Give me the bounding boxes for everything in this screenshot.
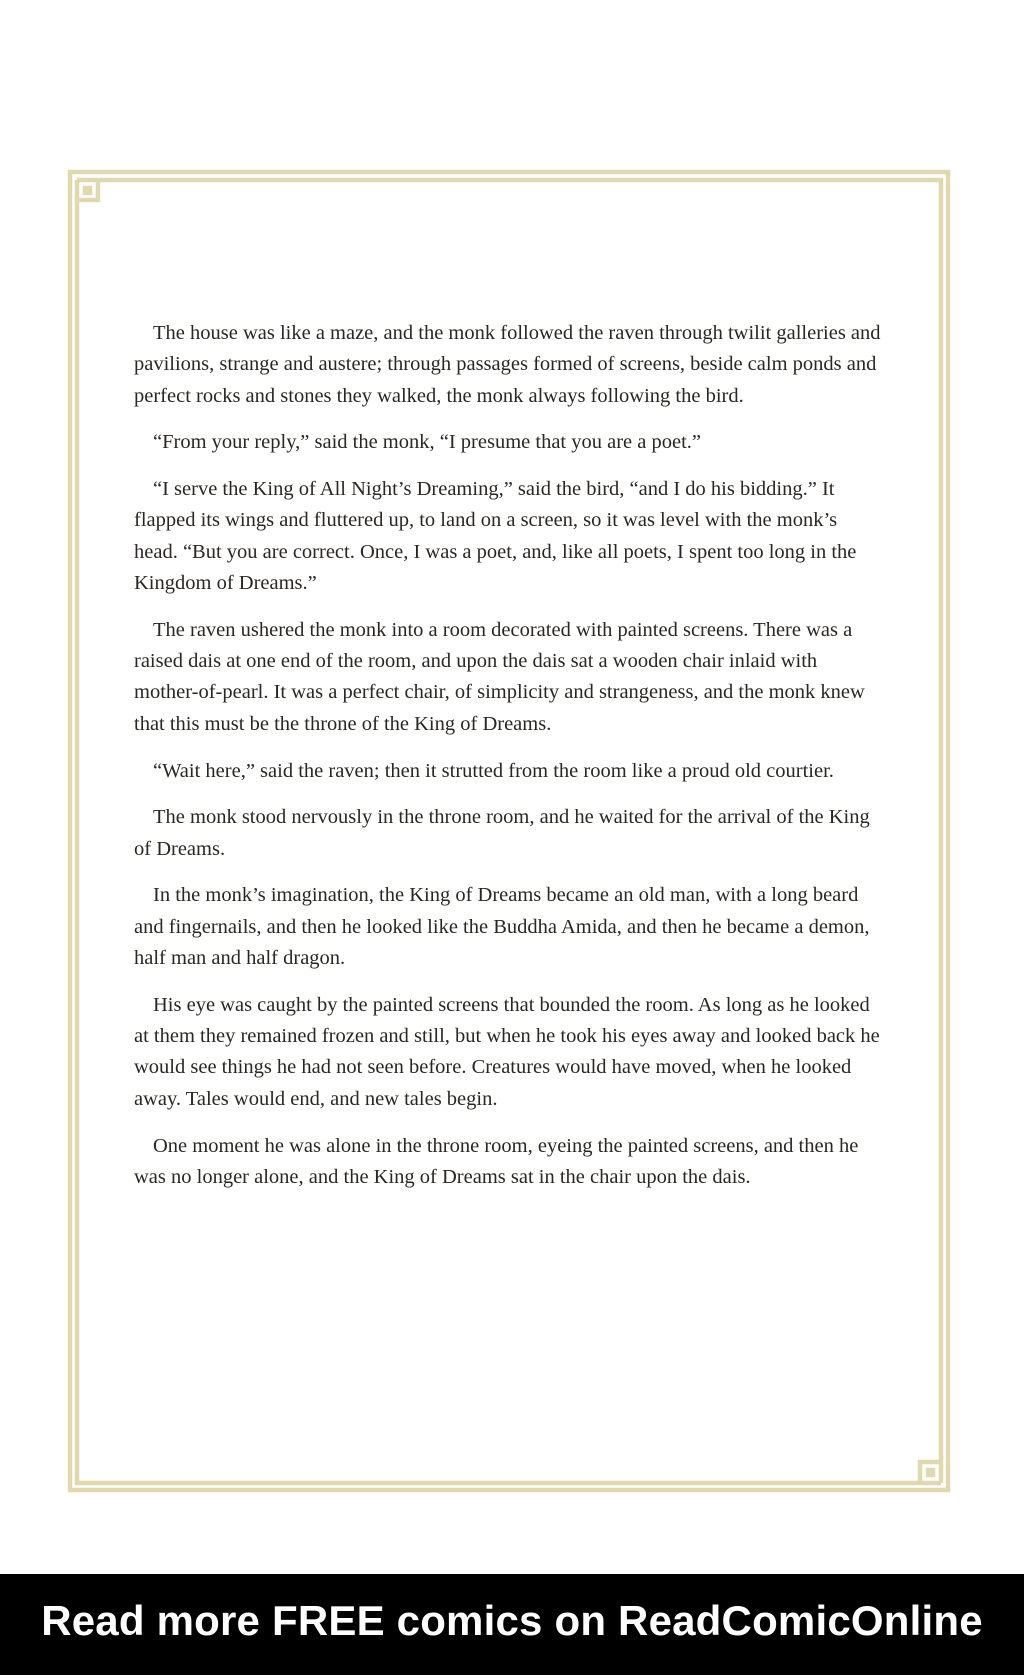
promo-banner-link[interactable]: Read more FREE comics on ReadComicOnline [41,1596,983,1644]
paragraph: “Wait here,” said the raven; then it strutted from the room like a proud old courtier. [153,759,834,782]
paragraph: “From your reply,” said the monk, “I presume that you are a poet.” [153,431,702,454]
corner-ornament-top-left [77,180,98,200]
story-text [134,318,884,1209]
paragraph: One moment he was alone in the throne room, eyeing the painted screens, and then he was no longer alone, and the King of Dreams sat in the chair upon the dais. [134,1134,859,1188]
paragraph: The raven ushered the monk into a room decorated with painted screens. There was a raised dais at one end of the room, and upon the dais sat a wooden chair inlaid with mother-of-pearl. It was a perfect chair, of simplicity and strangeness, and the monk knew that this must be the throne of the King of Dreams. [134,618,865,735]
paragraph: The monk stood nervously in the throne room, and he waited for the arrival of the King of Dreams. [134,806,870,860]
corner-ornament-bottom-right [920,1462,941,1483]
paragraph: “I serve the King of All Night’s Dreaming,” said the bird, “and I do his bidding.” It flapped its wings and fluttered up, to land on a screen, so it was level with the monk’s head. “But you are correct. Once, I was a poet, and, like all poets, I spent too long in the Kingdom of Dreams.” [134,478,857,595]
paragraph: The house was like a maze, and the monk followed the raven through twilit galleries and pavilions, strange and austere; through passages formed of screens, beside calm ponds and perfect rocks and stones they walked, the monk always following the bird. [134,322,881,407]
paragraph: His eye was caught by the painted screens that bounded the room. As long as he looked at them they remained frozen and still, but when he took his eyes away and looked back he would see things he had not seen before. Creatures would have moved, when he looked away. Tales would end, and new tales begin. [134,993,880,1110]
paragraph: In the monk’s imagination, the King of Dreams became an old man, with a long beard and fingernails, and then he looked like the Buddha Amida, and then he became a demon, half man and half dragon. [134,884,870,970]
promo-banner[interactable] [0,1574,1024,1675]
